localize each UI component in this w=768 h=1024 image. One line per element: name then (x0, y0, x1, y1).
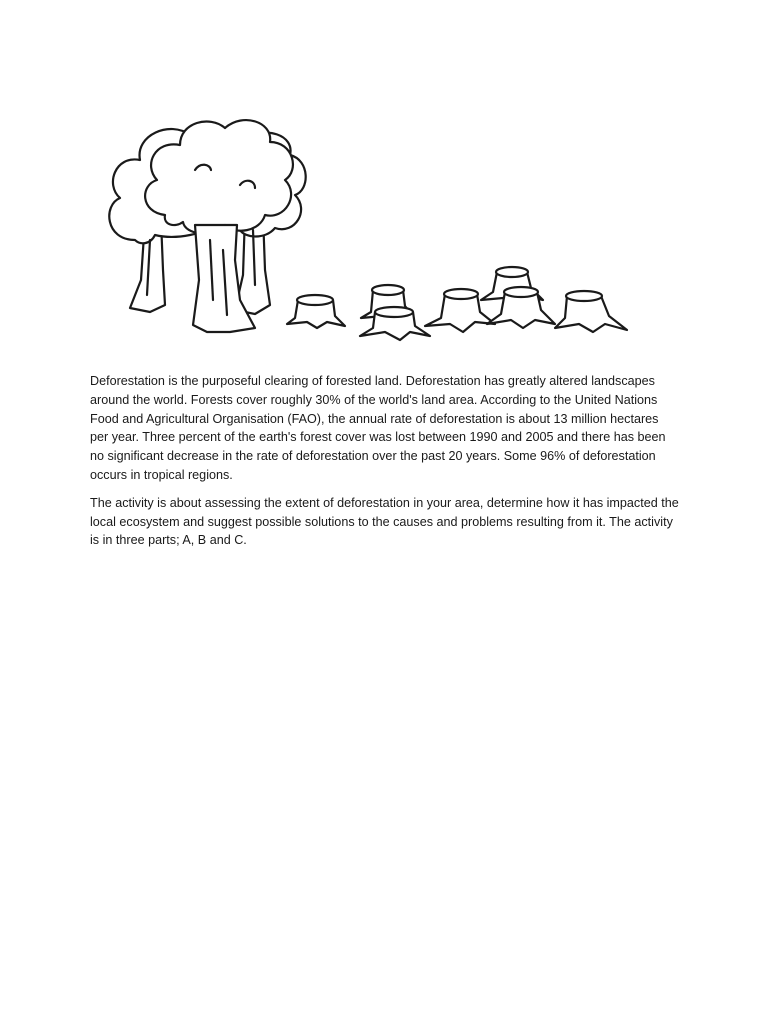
stump (287, 295, 345, 328)
trees-and-stumps-icon (95, 100, 640, 345)
stump (555, 291, 627, 332)
paragraph-intro: Deforestation is the purposeful clearing of forested land. Deforestation has greatly altered landscapes around the world. Forests cover roughly 30% of the world's land area. According to the United Nations Food and Agricultural Organisation (FAO), the annual rate of deforestation is about 13 million hectares per year. Three percent of the earth's forest cover was lost between 1990 and 2005 and there has been no significant decrease in the rate of deforestation over the past 20 years. Some 96% of deforestation occurs in tropical regions. (90, 374, 666, 482)
paragraph-activity: The activity is about assessing the extent of deforestation in your area, determine how it has impacted the local ecosystem and suggest possible solutions to the causes and problems resulting from it. The activity is in three parts; A, B and C. (90, 495, 679, 548)
body-text (90, 372, 680, 559)
stump (425, 289, 495, 332)
deforestation-illustration (95, 100, 640, 345)
